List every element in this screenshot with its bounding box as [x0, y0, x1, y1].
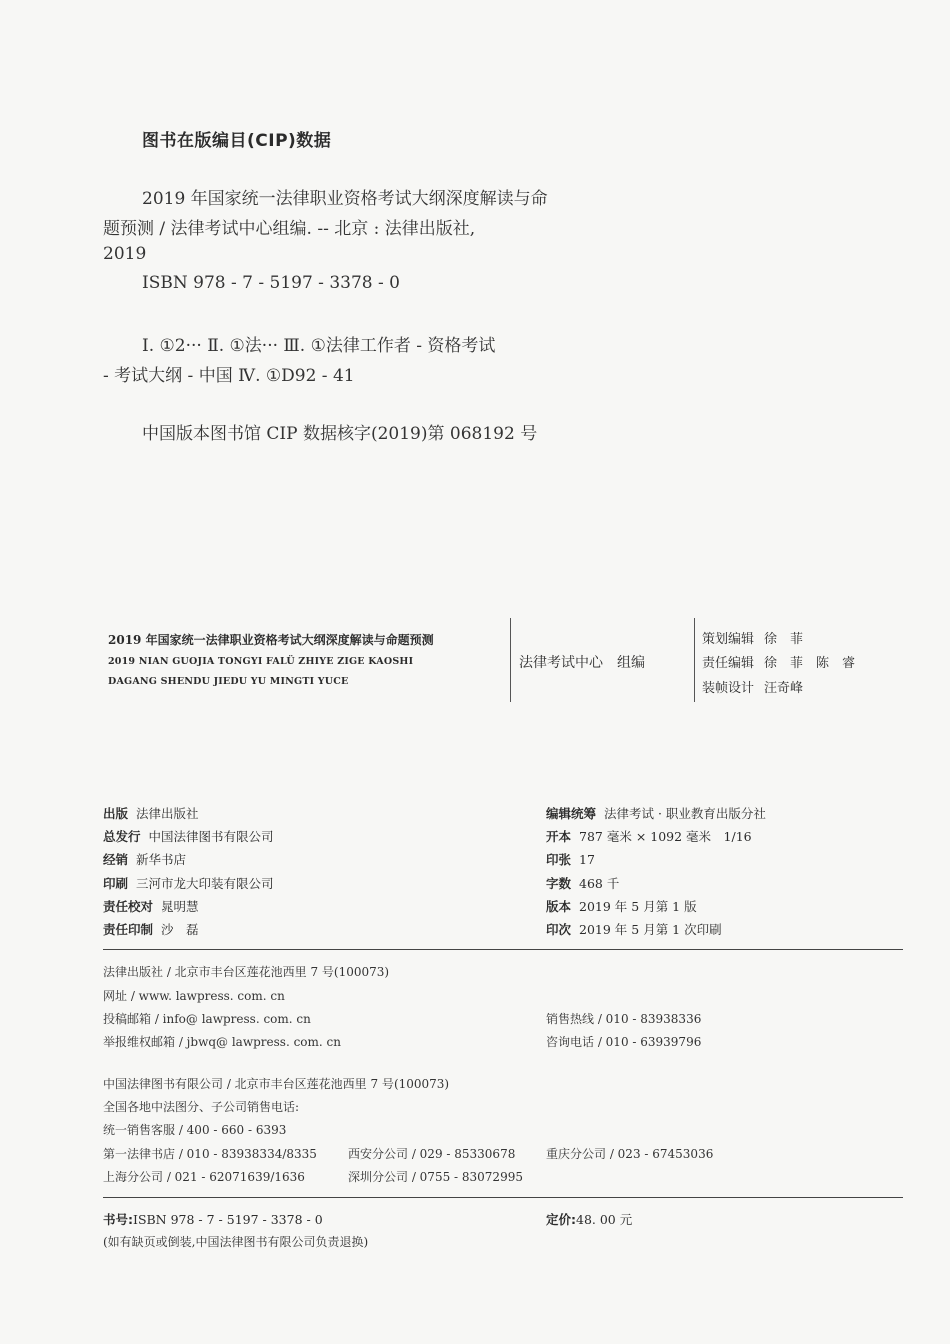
pub-label: 出版 — [103, 806, 129, 821]
pub-label: 编辑统筹 — [546, 806, 597, 821]
editor-label: 策划编辑 — [702, 632, 755, 647]
pub-label: 印刷 — [103, 876, 129, 891]
distributor-address: 中国法律图书有限公司 / 北京市丰台区莲花池西里 7 号(100073) — [103, 1077, 450, 1091]
branches-title: 全国各地中法图分、子公司销售电话: — [103, 1100, 300, 1114]
editor-row-responsible — [702, 652, 855, 671]
book-number-label: 书号: — [103, 1212, 133, 1227]
pub-value: 中国法律图书有限公司 — [148, 829, 274, 844]
book-title-cn: 2019 年国家统一法律职业资格考试大纲深度解读与命题预测 — [108, 633, 434, 647]
pub-value: 沙 磊 — [161, 922, 199, 937]
price — [546, 1210, 632, 1228]
branch-first-bookstore: 第一法律书店 / 010 - 83938334/8335 — [103, 1147, 317, 1161]
pub-value: 468 千 — [579, 876, 620, 891]
pub-label: 总发行 — [103, 829, 141, 844]
editor-row-design — [702, 677, 803, 696]
pub-value: 晁明慧 — [161, 899, 199, 914]
pub-row-printing — [546, 920, 722, 938]
pub-label: 印次 — [546, 922, 572, 937]
branch-shenzhen: 深圳分公司 / 0755 - 83072995 — [348, 1170, 523, 1184]
editor-value: 汪奇峰 — [764, 681, 804, 696]
branch-chongqing: 重庆分公司 / 023 - 67453036 — [546, 1147, 714, 1161]
cip-subject-line-1: Ⅰ. ①2··· Ⅱ. ①法··· Ⅲ. ①法律工作者 - 资格考试 — [142, 336, 496, 356]
editor-row-planning — [702, 628, 803, 647]
report-email: 举报维权邮箱 / jbwq@ lawpress. com. cn — [103, 1035, 341, 1049]
compiler: 法律考试中心 组编 — [519, 655, 645, 671]
cip-subject-line-2: - 考试大纲 - 中国 Ⅳ. ①D92 - 41 — [103, 366, 355, 386]
pub-row-edition — [546, 897, 697, 915]
book-title-en-line-2: DAGANG SHENDU JIEDU YU MINGTI YUCE — [108, 676, 349, 687]
cip-title-line-1: 2019 年国家统一法律职业资格考试大纲深度解读与命 — [142, 189, 548, 209]
pub-label: 责任印制 — [103, 922, 154, 937]
pub-row-editorial — [546, 804, 766, 822]
pub-row-format — [546, 827, 752, 845]
pub-row-word-count — [546, 874, 619, 892]
cip-heading: 图书在版编目(CIP)数据 — [142, 131, 332, 151]
website: 网址 / www. lawpress. com. cn — [103, 989, 285, 1003]
pub-row-print-supervisor — [103, 920, 199, 938]
cip-isbn: ISBN 978 - 7 - 5197 - 3378 - 0 — [142, 273, 400, 293]
submission-email: 投稿邮箱 / info@ lawpress. com. cn — [103, 1012, 311, 1026]
cip-title-line-2: 题预测 / 法律考试中心组编. -- 北京 : 法律出版社, — [103, 219, 476, 239]
pub-label: 印张 — [546, 852, 572, 867]
branch-shanghai: 上海分公司 / 021 - 62071639/1636 — [103, 1170, 305, 1184]
pub-label: 版本 — [546, 899, 572, 914]
unified-service: 统一销售客服 / 400 - 660 - 6393 — [103, 1123, 287, 1137]
title-divider-1 — [510, 618, 511, 702]
divider-bottom — [103, 1197, 903, 1198]
pub-row-sheets — [546, 850, 595, 868]
branch-xian: 西安分公司 / 029 - 85330678 — [348, 1147, 516, 1161]
editor-value: 徐 菲 陈 睿 — [764, 656, 856, 671]
price-value: 48. 00 元 — [576, 1212, 633, 1227]
pub-label: 经销 — [103, 852, 129, 867]
pub-value: 法律出版社 — [136, 806, 199, 821]
book-number-value: ISBN 978 - 7 - 5197 - 3378 - 0 — [133, 1212, 323, 1227]
editor-label: 装帧设计 — [702, 681, 755, 696]
pub-row-distributor — [103, 827, 274, 845]
pub-value: 三河市龙大印装有限公司 — [136, 876, 274, 891]
pub-label: 开本 — [546, 829, 572, 844]
pub-value: 法律考试 · 职业教育出版分社 — [604, 806, 766, 821]
pub-value: 17 — [579, 852, 595, 867]
cip-core-number: 中国版本图书馆 CIP 数据核字(2019)第 068192 号 — [142, 424, 538, 444]
book-title-en-line-1: 2019 NIAN GUOJIA TONGYI FALÜ ZHIYE ZIGE KAOSHI — [108, 656, 414, 667]
publisher-address: 法律出版社 / 北京市丰台区莲花池西里 7 号(100073) — [103, 965, 390, 979]
pub-value: 787 毫米 × 1092 毫米 1/16 — [579, 829, 752, 844]
inquiry-phone: 咨询电话 / 010 - 63939796 — [546, 1035, 702, 1049]
pub-label: 责任校对 — [103, 899, 154, 914]
pub-value: 新华书店 — [136, 852, 187, 867]
book-number — [103, 1210, 323, 1228]
pub-row-proofreader — [103, 897, 199, 915]
editor-value: 徐 菲 — [764, 632, 804, 647]
pub-value: 2019 年 5 月第 1 版 — [579, 899, 697, 914]
editor-label: 责任编辑 — [702, 656, 755, 671]
price-label: 定价: — [546, 1212, 576, 1227]
sales-hotline: 销售热线 / 010 - 83938336 — [546, 1012, 702, 1026]
pub-row-publisher — [103, 804, 199, 822]
pub-label: 字数 — [546, 876, 572, 891]
pub-value: 2019 年 5 月第 1 次印刷 — [579, 922, 722, 937]
title-divider-2 — [694, 618, 695, 702]
pub-row-seller — [103, 850, 186, 868]
pub-row-printer — [103, 874, 274, 892]
return-notice: (如有缺页或倒装,中国法律图书有限公司负责退换) — [103, 1235, 369, 1249]
cip-title-line-3: 2019 — [103, 244, 147, 264]
divider-top — [103, 949, 903, 950]
